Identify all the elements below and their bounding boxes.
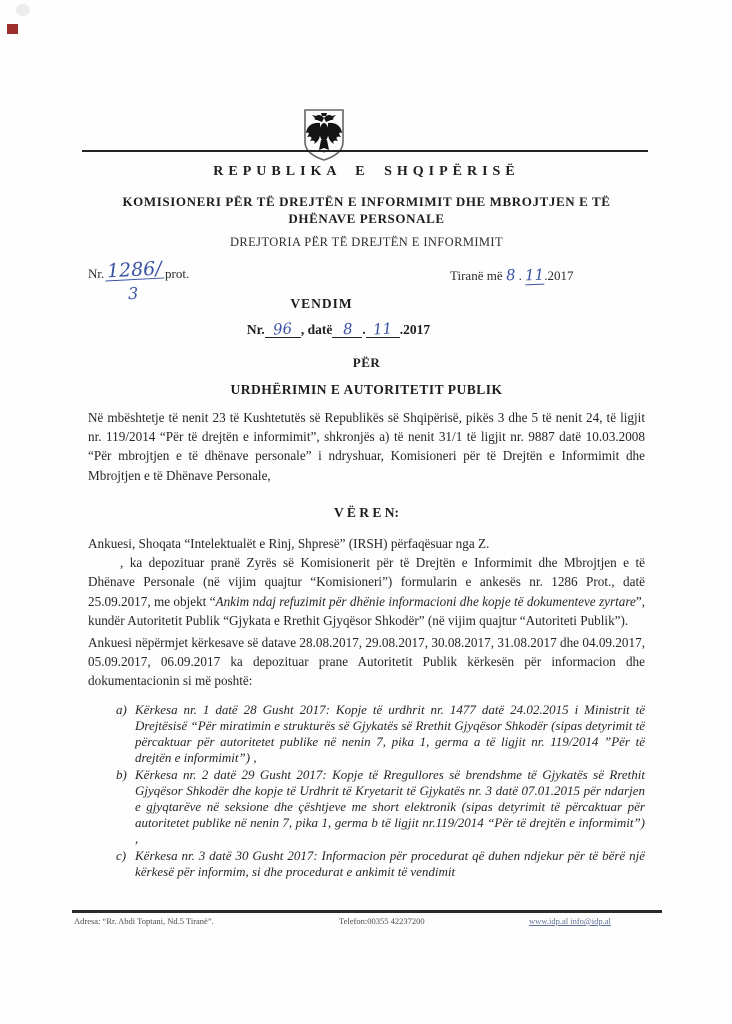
city-label: Tiranë më <box>450 268 503 283</box>
list-item-marker: a) <box>116 701 127 717</box>
protocol-nr-label: Nr. <box>88 266 105 281</box>
decision-nr-handwritten: 96 <box>272 319 293 339</box>
protocol-subnumber-handwritten: 3 <box>127 283 139 304</box>
scan-smudge <box>16 4 30 16</box>
complaint-paragraph <box>88 534 645 630</box>
institution-name <box>88 193 645 227</box>
footer-website: www.idp.al info@idp.al <box>529 916 611 926</box>
document-content <box>74 0 645 1024</box>
header-divider <box>82 150 648 152</box>
list-item-text: Kërkesa nr. 3 datë 30 Gusht 2017: Informacion për procedurat që duhen ndjekur për të bërë një kërkesë për informim, si dhe procedurat e ankimit të vendimit <box>135 847 645 879</box>
complaint-text-end: ”, kundër Autoritetit Publik “Gjykata e Rrethit Gjyqësor Shkodër” (në vijim quajtur “Autoriteti Publik”). <box>88 593 645 628</box>
red-scan-mark <box>7 24 18 34</box>
requests-list <box>116 702 645 880</box>
decision-title: VENDIM <box>290 296 353 311</box>
republic-title: REPUBLIKA E SHQIPËRISË <box>213 164 520 179</box>
list-item <box>116 702 645 766</box>
body-text <box>88 408 645 881</box>
list-item-marker: b) <box>116 766 127 782</box>
preamble-paragraph: Në mbështetje të nenit 23 të Kushtetutës së Republikës së Shqipërisë, pikës 3 dhe 5 të nenit 24, të ligjit nr. 119/2014 “Për të drejtën e informimit”, shkronjës a) të nenit 31/1 të ligjit nr. 9887 datë 10.03.2008 “Për mbrojtjen e të dhënave personale” i ndryshuar, Komisioneri për të Drejtën e Informimit dhe Mbrojtjen e të Dhënave Personale, <box>88 410 645 483</box>
list-item-text: Kërkesa nr. 2 datë 29 Gusht 2017: Kopje të Rregullores së brendshme të Gjykatës së Rrethit Gjyqësor Shkodër dhe kopje të Urdhrit të Kryetarit të Gjykatës nr. 3 datë 07.01.2015 për ndarjen e gjyqtarëve në seksione dhe çështjeve me short elektronik (sipas detyrimit të përcaktuar për autoritetet publike në nenin 7, pika 1, germa b të ligjit nr.119/2014 “Për të drejtën e informimit”) , <box>135 766 645 846</box>
decision-day-slot <box>332 319 362 339</box>
page-footer <box>74 916 664 926</box>
directorate-name: DREJTORIA PËR TË DREJTËN E INFORMIMIT <box>229 235 504 249</box>
list-item-marker: c) <box>116 847 127 863</box>
footer-divider <box>72 910 662 913</box>
decision-number-line <box>60 319 617 339</box>
complaint-text: , ka depozituar pranë Zyrës së Komisionerit për të Drejtën e Informimit dhe Mbrojtjen e të Dhënave Personale (në vijim quajtur “Komisioneri”) formularin e ankesës nr. 1286 Prot., datë 25.09.2017, me objekt “ <box>88 555 645 609</box>
institution-line2: DHËNAVE PERSONALE <box>288 211 445 226</box>
list-item-text: Kërkesa nr. 1 datë 28 Gusht 2017: Kopje të urdhrit nr. 1477 datë 24.02.2015 i Ministrit të Drejtësisë “Për miratimin e strukturës së Gjykatës së Rrethit Gjyqësor Shkodër (sipas detyrimit të përcaktuar për autoritetet publike në nenin 7, pika 1, germa a të ligjit nr. 119/2014 ”Për të drejtën e informimit”) , <box>135 701 645 765</box>
requests-intro-paragraph: Ankuesi nëpërmjet kërkesave së datave 28.08.2017, 29.08.2017, 30.08.2017, 31.08.2017 dhe 04.09.2017, 05.09.2017, 06.09.2017 ka depozituar prane Autoritetit Publik kërkesën për informacion dhe dokumentacionin si më poshtë: <box>88 635 645 689</box>
list-item <box>116 767 645 847</box>
date-year: .2017 <box>544 268 574 283</box>
protocol-number <box>88 257 190 283</box>
decision-nr-label: Nr. <box>246 322 265 337</box>
decision-date-label: , datë <box>300 322 333 337</box>
decision-nr-slot <box>265 319 301 339</box>
complaint-first-line: Ankuesi, Shoqata “Intelektualët e Rinj, Shpresë” (IRSH) përfaqësuar nga Z. <box>88 536 490 552</box>
city-date-line <box>450 266 574 285</box>
footer-phone: Telefon:00355 42237200 <box>339 916 425 926</box>
date-dot: . <box>518 268 522 283</box>
veren-heading: V Ë R E N: <box>333 504 399 520</box>
protocol-prot-label: prot. <box>165 266 190 281</box>
decision-month-slot <box>366 319 400 339</box>
complaint-object-italic: Ankim ndaj refuzimit për dhënie informacioni dhe kopje të dokumenteve zyrtare <box>215 593 636 609</box>
date-day-handwritten: 8 <box>505 265 517 285</box>
list-item <box>116 848 645 880</box>
date-month-handwritten: 11 <box>524 265 545 285</box>
decision-day-handwritten: 8 <box>341 319 353 339</box>
decision-dot: . <box>362 322 366 337</box>
decision-subject: URDHËRIMIN E AUTORITETIT PUBLIK <box>230 382 503 397</box>
coat-of-arms <box>302 108 346 162</box>
decision-month-handwritten: 11 <box>372 319 393 339</box>
footer-address: Adresa: “Rr. Abdi Toptani, Nd.5 Tiranë”. <box>74 916 214 926</box>
per-heading: PËR <box>352 355 381 370</box>
albanian-eagle-icon <box>302 108 346 162</box>
institution-line1: KOMISIONERI PËR TË DREJTËN E INFORMIMIT DHE MBROJTJEN E TË <box>122 194 611 209</box>
protocol-nr-handwritten: 1286/ <box>106 257 163 283</box>
decision-year: .2017 <box>399 322 431 337</box>
complaint-continuation <box>88 553 645 630</box>
